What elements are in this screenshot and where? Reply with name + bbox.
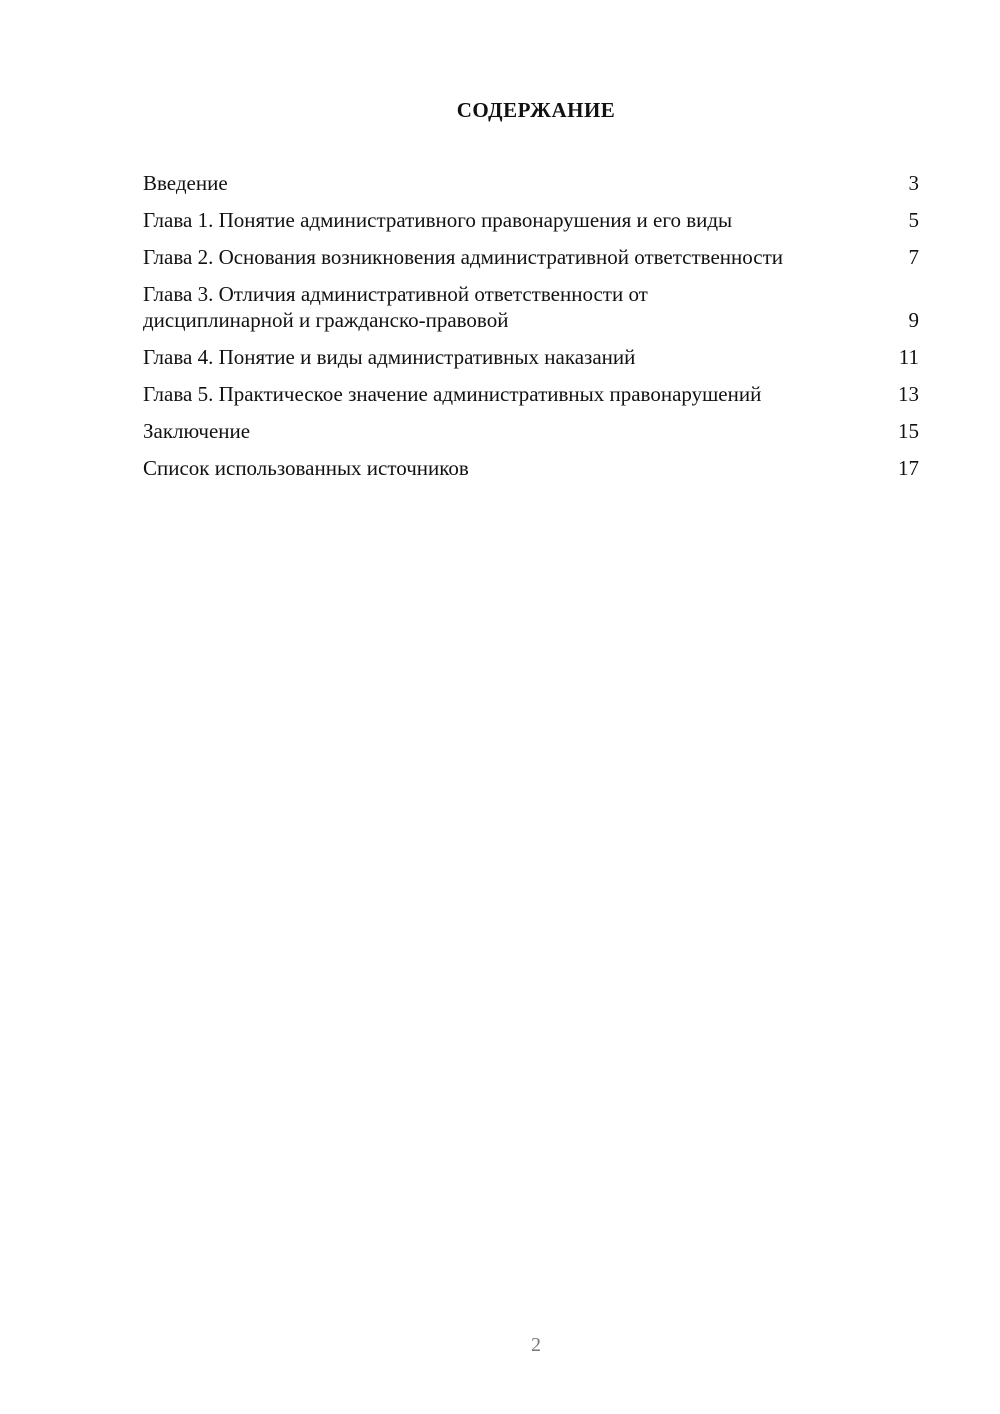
- toc-entry-references: [143, 455, 919, 481]
- toc-entry-text: Заключение: [143, 419, 251, 443]
- toc-entry-introduction: [143, 170, 919, 196]
- toc-title: СОДЕРЖАНИЕ: [456, 98, 616, 122]
- toc-entry-text: Список использованных источников: [143, 456, 469, 480]
- toc-entry-text: Глава 2. Основания возникновения административной ответственности: [143, 245, 784, 269]
- toc-entry-text: Глава 5. Практическое значение административных правонарушений: [143, 382, 762, 406]
- toc-entry-chapter-2: [143, 244, 919, 270]
- toc-entry-page: 9: [908, 308, 919, 332]
- table-of-contents: [143, 170, 919, 492]
- toc-entry-page: 15: [898, 419, 919, 443]
- toc-entry-text: Глава 4. Понятие и виды административных наказаний: [143, 345, 636, 369]
- toc-entry-page: 5: [908, 208, 919, 232]
- toc-entry-chapter-4: [143, 344, 919, 370]
- toc-entry-chapter-1: [143, 207, 919, 233]
- toc-entry-text: Глава 3. Отличия административной ответственности от дисциплинарной и гражданско-правовой: [143, 282, 648, 332]
- toc-entry-page: 11: [898, 345, 919, 369]
- toc-entry-page: 13: [898, 382, 919, 406]
- toc-entry-chapter-5: [143, 381, 919, 407]
- page-number: 2: [531, 1334, 541, 1356]
- toc-entry-page: 3: [908, 171, 919, 195]
- toc-entry-text: Введение: [143, 171, 228, 195]
- toc-entry-page: 7: [908, 245, 919, 269]
- toc-entry-conclusion: [143, 418, 919, 444]
- toc-entry-text: Глава 1. Понятие административного правонарушения и его виды: [143, 208, 733, 232]
- toc-entry-page: 17: [898, 456, 919, 480]
- toc-entry-chapter-3: [143, 281, 919, 333]
